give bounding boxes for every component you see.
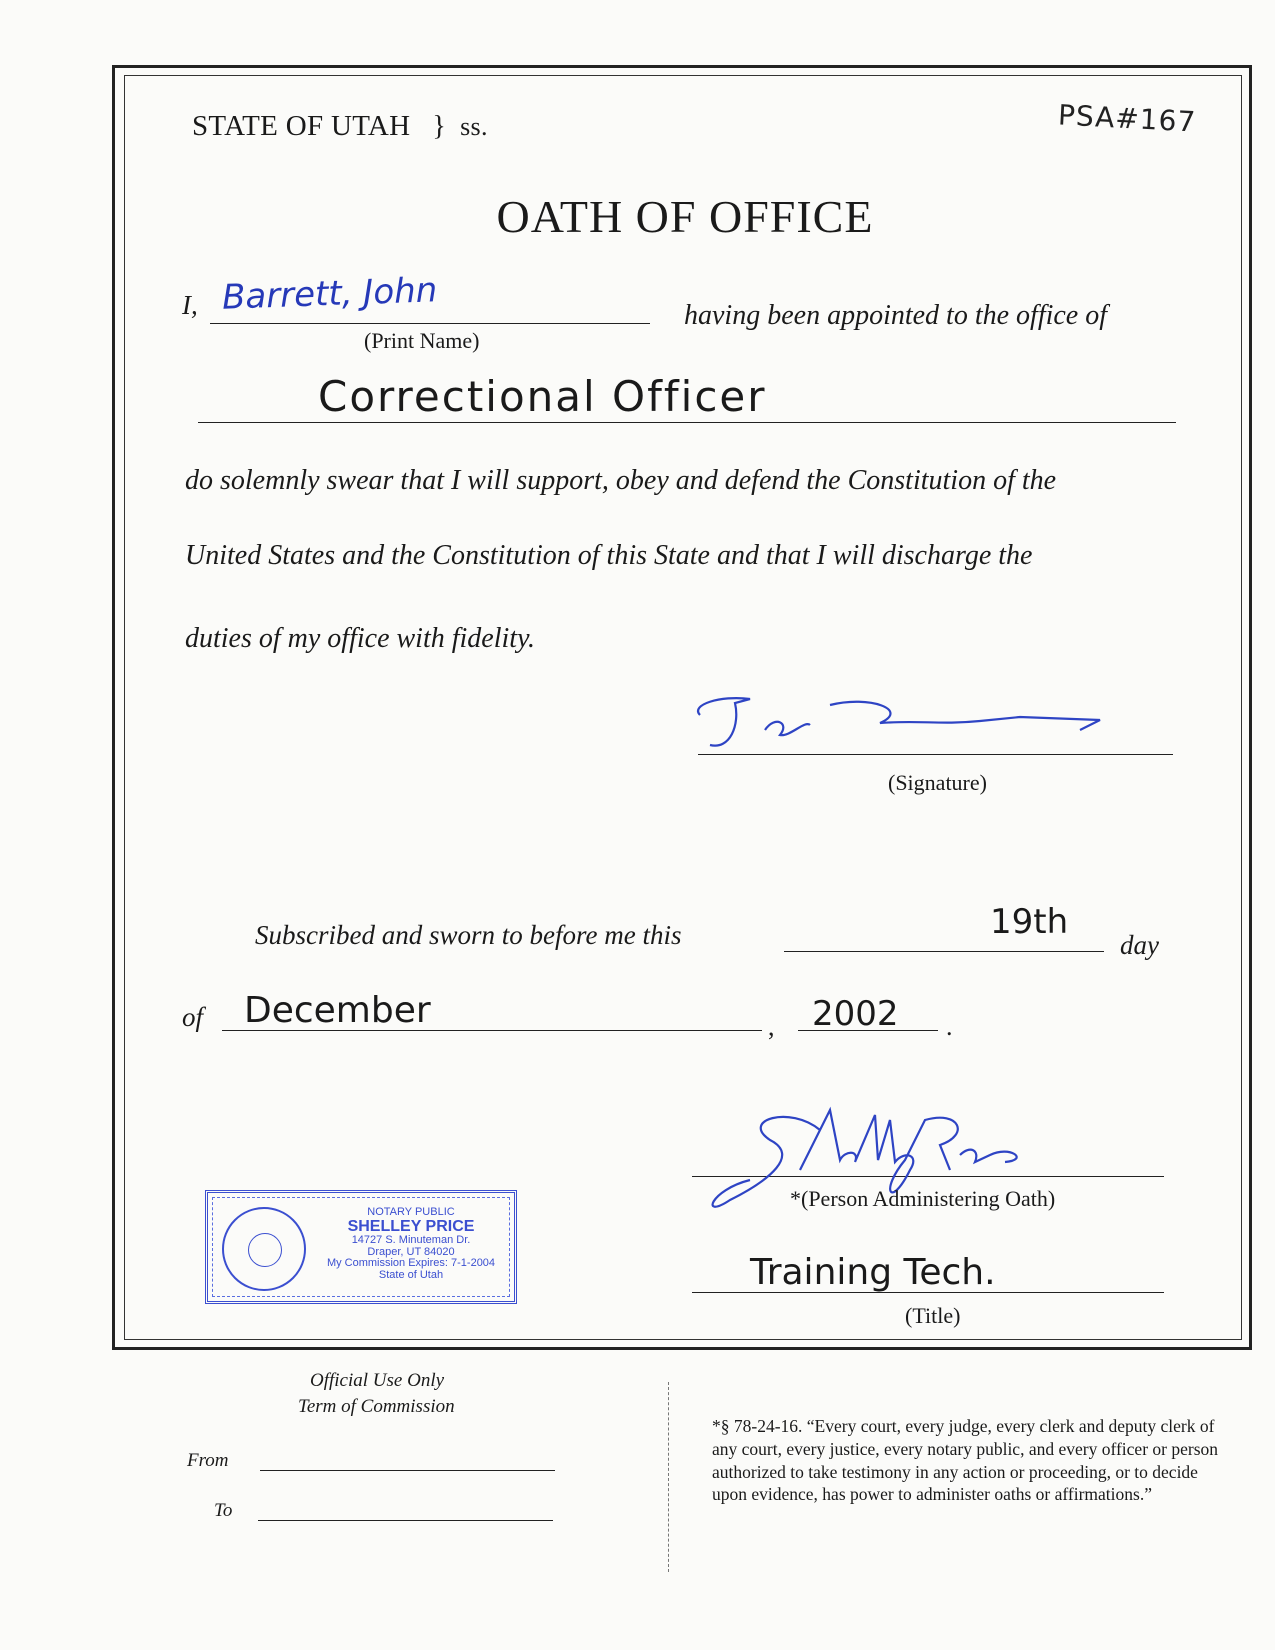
oath-line-3: duties of my office with fidelity. xyxy=(185,623,535,654)
brace: } xyxy=(432,111,447,142)
print-name-label: (Print Name) xyxy=(364,328,480,353)
stamp-line-3: 14727 S. Minuteman Dr. xyxy=(351,1234,471,1247)
signature-label: (Signature) xyxy=(888,770,987,795)
psa-number: PSA#167 xyxy=(1057,98,1198,139)
printed-name: Barrett, John xyxy=(221,270,438,318)
stamp-line-6: State of Utah xyxy=(378,1268,444,1281)
stamp-line-2: SHELLEY PRICE xyxy=(347,1217,475,1235)
title-value: Training Tech. xyxy=(750,1252,996,1293)
oath-intro: I, xyxy=(182,290,198,320)
to-label: To xyxy=(214,1500,233,1521)
document-title: OATH OF OFFICE xyxy=(496,191,874,242)
from-label: From xyxy=(187,1450,229,1471)
ss-label: ss. xyxy=(460,112,488,141)
oath-signature xyxy=(680,675,1120,765)
from-line xyxy=(260,1470,555,1471)
month-comma: , xyxy=(768,1012,775,1041)
appointed-text: having been appointed to the office of xyxy=(684,300,1108,331)
day-value: 19th xyxy=(990,902,1069,942)
of-label: of xyxy=(182,1002,204,1032)
office-value: Correctional Officer xyxy=(318,372,767,421)
day-line xyxy=(784,951,1104,952)
stamp-line-4: Draper, UT 84020 xyxy=(367,1245,455,1258)
statute-footnote: *§ 78-24-16. “Every court, every judge, every clerk and deputy clerk of any court, every justice, every notary public, and every officer or person authorized to take testimony in any action or proceeding, or to decide upon evidence, has power to administer oaths or affirmations.” xyxy=(712,1416,1219,1505)
state-heading xyxy=(192,110,488,143)
official-use-label: Official Use Only xyxy=(310,1370,445,1391)
year-value: 2002 xyxy=(812,994,899,1034)
administrator-label: *(Person Administering Oath) xyxy=(790,1186,1056,1211)
to-line xyxy=(258,1520,553,1521)
oath-line-1: do solemnly swear that I will support, obey and defend the Constitution of the xyxy=(185,465,1057,496)
notary-stamp xyxy=(205,1190,517,1304)
stamp-line-1: NOTARY PUBLIC xyxy=(367,1206,455,1218)
month-value: December xyxy=(244,990,431,1031)
title-label: (Title) xyxy=(905,1303,961,1328)
year-period: . xyxy=(946,1012,953,1041)
state-name: STATE OF UTAH xyxy=(192,110,411,142)
name-line xyxy=(210,323,650,324)
sworn-text: Subscribed and sworn to before me this xyxy=(255,920,682,950)
oath-line-2: United States and the Constitution of this State and that I will discharge the xyxy=(185,540,1033,571)
term-label: Term of Commission xyxy=(298,1396,455,1417)
footer-divider xyxy=(668,1382,669,1572)
state-seal-icon xyxy=(222,1207,306,1291)
day-label: day xyxy=(1120,930,1159,960)
stamp-line-5: My Commission Expires: 7-1-2004 xyxy=(326,1257,496,1270)
office-line xyxy=(198,422,1176,423)
